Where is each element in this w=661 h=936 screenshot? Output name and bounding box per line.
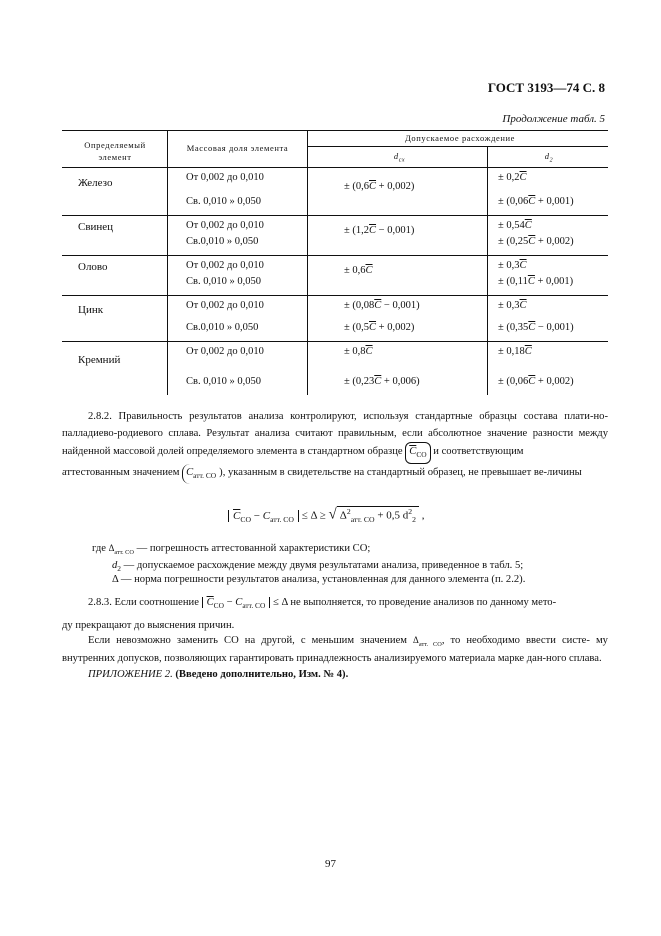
mass-range-2: Св.0,010 » 0,050 [186,236,259,247]
mass-range-2: Св. 0,010 » 0,050 [186,376,261,387]
where-line-2: $d_2$ — допускаемое расхождение между двумя результатами анализа, приведенное в табл. 5; [112,560,524,574]
page-header: ГОСТ 3193—74 С. 8 [487,80,605,95]
d2-value-1: ± $0,3\overline{C}$ [498,300,527,311]
d2-value-1: ± $0,3\overline{C}$ [498,260,527,271]
appendix-note: ПРИЛОЖЕНИЕ 2. (Введено дополнительно, Изм. № 4). [88,669,349,680]
dsh-value-1: ± $(0,08\overline{C} - 0,001)$ [344,300,420,311]
dsh-value: ± $(0,6\overline{C} + 0,002)$ [344,181,415,192]
mass-range-2: Св. 0,010 » 0,050 [186,196,261,207]
mass-range-1: От 0,002 до 0,010 [186,220,264,231]
dsh-value-1: ± $0,8\overline{C}$ [344,346,373,357]
paragraph-2-8-2: 2.8.2. Правильность результатов анализа контролируют, используя стандартные образцы состава плати-но-палладиево-родиевого сплава. Результат анализа считают правильным, если абсолютное значение разности между найденной массовой долей определяемого элемента в стандартном образце $\overline{C}_{CO}$ и соответствующим аттестованным значением $C_{атт. CO}$ ), указанным в свидетельстве на стандартный образец, не превышает ве-личины [62,408,608,484]
dsh-value-2: ± $(0,23\overline{C} + 0,006)$ [344,376,420,387]
mass-range-1: От 0,002 до 0,010 [186,346,264,357]
element-name: Свинец [78,221,114,233]
d2-value-1: ± $0,54\overline{C}$ [498,220,532,231]
formula-main: $\overline{C}_{CO} - C_{атт. CO} \le \Delta$ ≥ √ $\Delta^2_{атт. CO} + 0,5$ $d^2_2$ , [228,506,424,524]
mass-range-1: От 0,002 до 0,010 [186,172,264,183]
element-name: Кремний [78,354,121,366]
where-line-3: Δ — норма погрешности результатов анализа, установленная для данного элемента (п. 2.2). [112,574,526,585]
element-name: Цинк [78,304,104,316]
paragraph-last: Если невозможно заменить СО на другой, с меньшим значением $\Delta_{атт. CO}$, то необходимо ввести систе- му внутренних допусков, позволяющих гарантировать принадлежность анализируемого материала марке дан-ного сплава. [62,635,608,664]
header-element: Определяемый элемент [84,140,146,162]
dsh-value-2: ± $(0,5\overline{C} + 0,002)$ [344,322,415,333]
header-allowed: Допускаемое расхождение [404,133,516,143]
mass-range-2: Св.0,010 » 0,050 [186,322,259,333]
mass-range-1: От 0,002 до 0,010 [186,260,264,271]
mass-range-1: От 0,002 до 0,010 [186,300,264,311]
data-table [62,130,608,395]
where-line-1: где $\Delta_{атт. CO}$ — погрешность аттестованной характеристики СО; [92,543,371,556]
header-dsh: $d_{сх}$ [393,151,406,164]
mass-range-2: Св. 0,010 » 0,050 [186,276,261,287]
d2-value-2: ± $(0,11\overline{C} + 0,001)$ [498,276,574,287]
table-continuation: Продолжение табл. 5 [502,113,605,125]
d2-value-2: ± $(0,25\overline{C} + 0,002)$ [498,236,574,247]
dsh-value: ± $(1,2\overline{C} - 0,001)$ [344,225,415,236]
element-name: Железо [78,177,113,189]
header-mass: Массовая доля элемента [186,143,289,153]
header-d2: $d_2$ [544,151,554,164]
d2-value-1: ± $0,18\overline{C}$ [498,346,532,357]
d2-value-2: ± $(0,06\overline{C} + 0,001)$ [498,196,574,207]
d2-value-1: ± $0,2\overline{C}$ [498,172,527,183]
d2-value-2: ± $(0,35\overline{C} - 0,001)$ [498,322,574,333]
element-name: Олово [78,261,108,273]
dsh-value: ± $0,6\overline{C}$ [344,265,373,276]
page-number: 97 [325,858,336,870]
paragraph-2-8-3: 2.8.3. Если соотношение $\overline{C}_{CO} - C_{атт. CO} \le \Delta$ не выполняется, то проведение анализов по данному мето- ду прекращают до выяснения причин. [62,597,557,632]
d2-value-2: ± $(0,06\overline{C} + 0,002)$ [498,376,574,387]
